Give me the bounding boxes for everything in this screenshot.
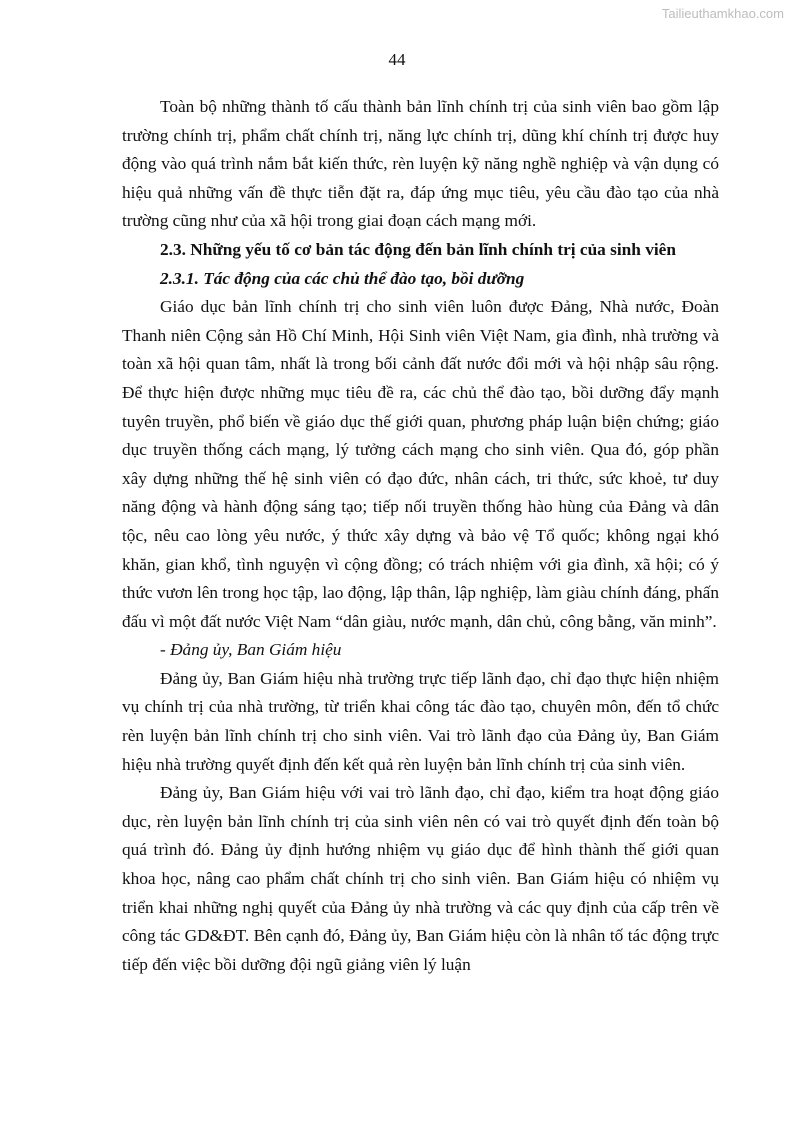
section-heading-2-3: 2.3. Những yếu tố cơ bản tác động đến bản lĩnh chính trị của sinh viên [160,239,676,259]
paragraph-party-committee-leadership: Đảng ủy, Ban Giám hiệu với vai trò lãnh đạo, chỉ đạo, kiểm tra hoạt động giáo dục, rèn luyện bản lĩnh chính trị của sinh viên nên có vai trò quyết định đến toàn bộ quá trình đó. Đảng ủy định hướng nhiệm vụ giáo dục để hình thành thế giới quan khoa học, nâng cao phẩm chất chính trị cho sinh viên. Ban Giám hiệu có nhiệm vụ triển khai những nghị quyết của Đảng ủy nhà trường và các quy định của cấp trên về công tác GD&ĐT. Bên cạnh đó, Đảng ủy, Ban Giám hiệu còn là nhân tố tác động trực tiếp đến việc bồi dưỡng đội ngũ giảng viên lý luận [122,783,719,974]
watermark-text: Tailieuthamkhao.com [661,6,784,21]
paragraph-party-committee-role: Đảng ủy, Ban Giám hiệu nhà trường trực tiếp lãnh đạo, chỉ đạo thực hiện nhiệm vụ chính trị của nhà trường, từ triển khai công tác đào tạo, chuyên môn, đến tổ chức rèn luyện bản lĩnh chính trị cho sinh viên. Vai trò lãnh đạo của Đảng ủy, Ban Giám hiệu nhà trường quyết định đến kết quả rèn luyện bản lĩnh chính trị của sinh viên. [122,668,719,774]
subsection-heading-2-3-1: 2.3.1. Tác động của các chủ thể đào tạo, bồi dưỡng [160,268,525,288]
paragraph-political-education: Giáo dục bản lĩnh chính trị cho sinh viên luôn được Đảng, Nhà nước, Đoàn Thanh niên Cộng sản Hồ Chí Minh, Hội Sinh viên Việt Nam, gia đình, nhà trường và toàn xã hội quan tâm, nhất là trong bối cảnh đất nước đổi mới và hội nhập sâu rộng. Để thực hiện được những mục tiêu đề ra, các chủ thể đào tạo, bồi dưỡng đẩy mạnh tuyên truyền, phổ biến về giáo dục thế giới quan, phương pháp luận biện chứng; giáo dục truyền thống cách mạng, lý tưởng cách mạng cho sinh viên. Qua đó, góp phần xây dựng những thế hệ sinh viên có đạo đức, nhân cách, tri thức, sức khoẻ, tư duy năng động và hành động sáng tạo; tiếp nối truyền thống hào hùng của Đảng và dân tộc, nêu cao lòng yêu nước, ý thức xây dựng và bảo vệ Tổ quốc; không ngại khó khăn, gian khổ, tình nguyện vì cộng đồng; có trách nhiệm với gia đình, xã hội; có ý thức vươn lên trong học tập, lao động, lập thân, lập nghiệp, làm giàu chính đáng, phấn đấu vì một đất nước Việt Nam “dân giàu, nước mạnh, dân chủ, công bằng, văn minh”. [122,297,719,631]
list-item-party-committee: - Đảng ủy, Ban Giám hiệu [160,640,342,660]
page-number: 44 [388,50,406,69]
paragraph-political-capacity-summary: Toàn bộ những thành tố cấu thành bản lĩnh chính trị của sinh viên bao gồm lập trường chính trị, phẩm chất chính trị, năng lực chính trị, dũng khí chính trị được huy động vào quá trình nắm bắt kiến thức, rèn luyện kỹ năng nghề nghiệp và vận dụng có hiệu quả những vấn đề thực tiễn đặt ra, đáp ứng mục tiêu, yêu cầu đào tạo của nhà trường cũng như của xã hội trong giai đoạn cách mạng mới. [122,97,719,231]
document-body [122,93,719,979]
